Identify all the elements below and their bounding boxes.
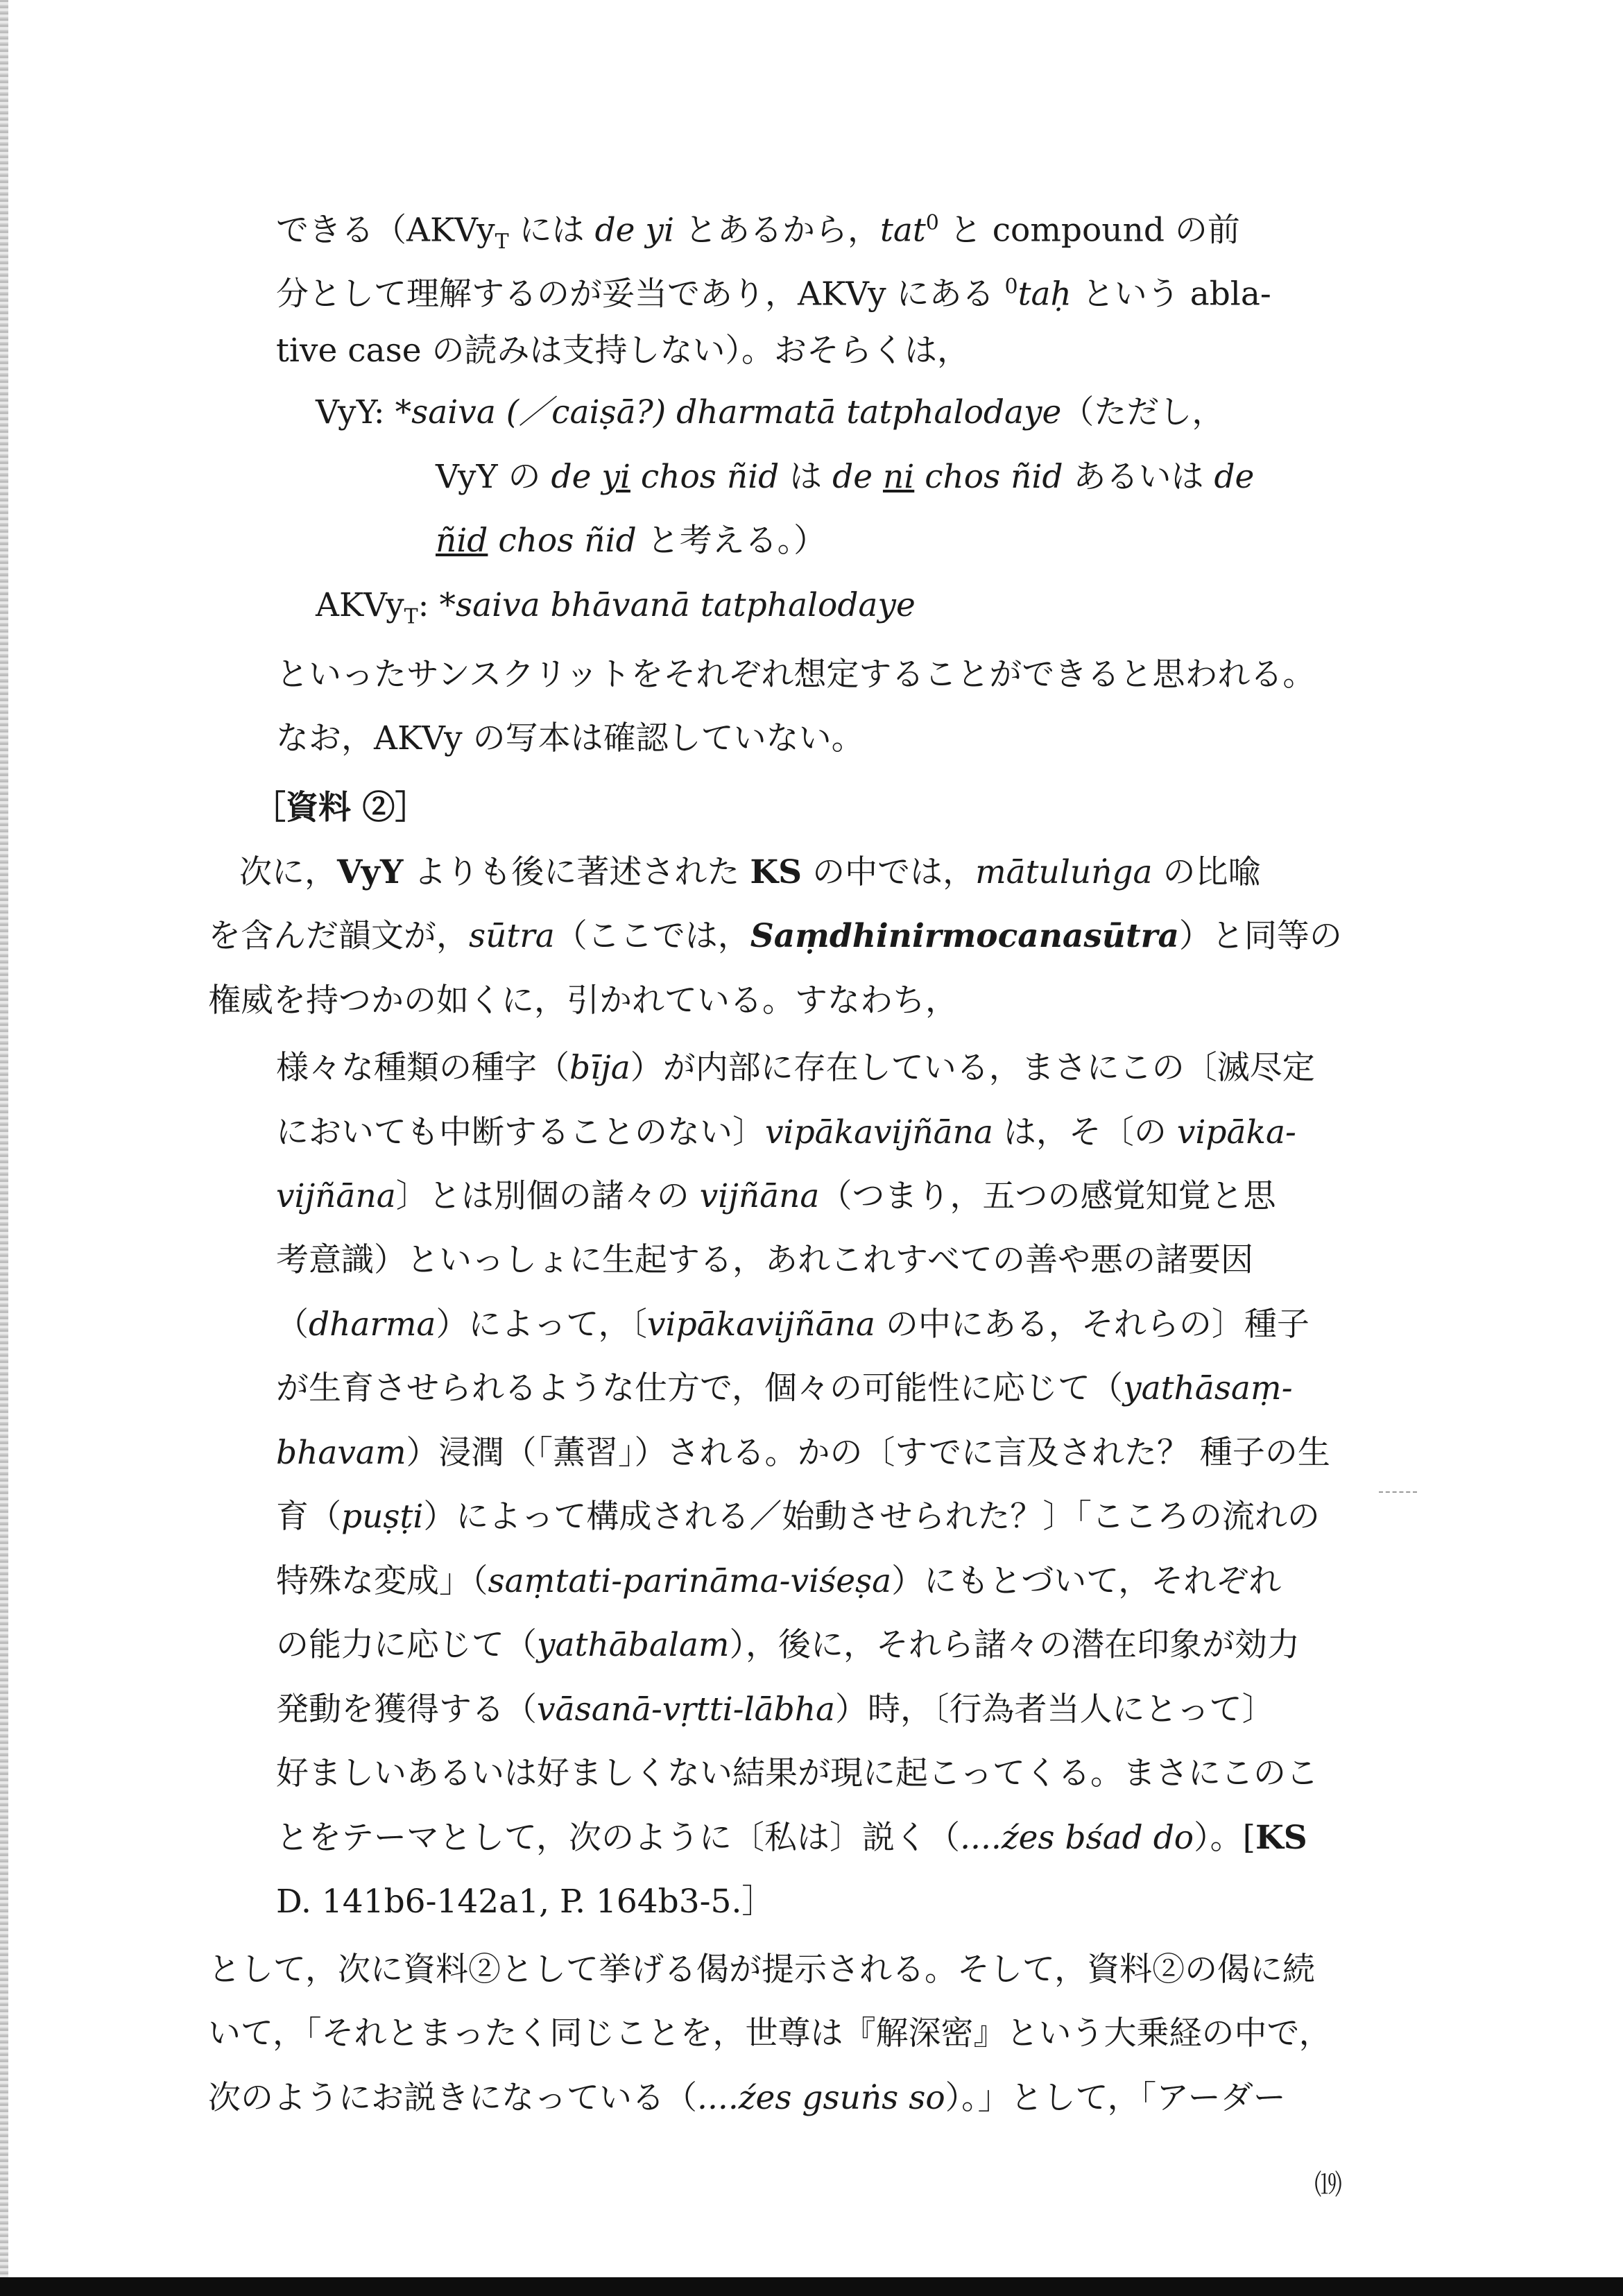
quote-line [276, 1304, 1393, 1346]
text-line [208, 2013, 1393, 2055]
text-segment: : [418, 586, 440, 624]
text-segment: chos ñid [488, 522, 637, 560]
text-segment: あるいは [1063, 458, 1214, 496]
text-segment: ....źes bśad do [960, 1819, 1194, 1857]
text-segment: de [551, 458, 602, 496]
text-segment: と compound の前 [938, 211, 1240, 250]
text-segment: よりも後に著述された [403, 853, 750, 891]
quote-line [276, 1817, 1393, 1859]
text-line [276, 203, 1393, 263]
quote-line [276, 1176, 1393, 1217]
text-segment: Saṃdhinirmocanasūtra [750, 917, 1179, 955]
text-line [436, 520, 826, 562]
text-line [208, 2077, 1393, 2119]
text-segment: （つまり，五つの感覚知覚と思 [819, 1177, 1276, 1215]
text-segment: vipāka- [1176, 1113, 1296, 1151]
text-segment: といったサンスクリットをそれぞれ想定することができると思われる。 [276, 656, 1316, 694]
text-segment: いて，「それとまったく同じことを，世尊は『解深密』という大乗経の中で， [208, 2014, 1332, 2053]
text-segment: ）浸潤（「薫習」）される。かの〔すでに言及された？ 種子の生 [406, 1434, 1330, 1472]
section-heading [253, 787, 427, 829]
text-segment: vijñāna [699, 1177, 820, 1215]
text-segment: と考える。） [636, 522, 827, 560]
text-segment: dharma [309, 1305, 436, 1344]
text-segment: においても中断することのない〕 [276, 1113, 765, 1151]
text-segment: T [495, 230, 509, 255]
quote-line [276, 1561, 1393, 1602]
text-segment: ni [882, 458, 915, 496]
text-segment: *saiva bhāvanā tatphalodaye [439, 586, 916, 624]
text-segment: 権威を持つかの如くに，引かれている。すなわち， [208, 982, 958, 1020]
text-line [208, 1949, 1393, 1991]
text-segment: D. 141b6-142a1, P. 164b3-5.］ [276, 1883, 775, 1921]
text-segment: 0 [925, 211, 939, 235]
page-number: ⒆ [1314, 2169, 1342, 2201]
text-line [276, 718, 864, 760]
quote-line [276, 1689, 1393, 1731]
text-line [436, 456, 1393, 498]
text-segment: 発動を獲得する（ [276, 1690, 537, 1729]
text-segment: de yi [594, 211, 674, 250]
text-segment: VyY [337, 853, 404, 891]
text-segment: bīja [569, 1049, 630, 1087]
text-segment: saṃtati-parināma-viśeṣa [488, 1562, 892, 1600]
text-segment: de [832, 458, 883, 496]
text-segment: （ここでは， [554, 917, 750, 955]
text-segment: chos ñid [630, 458, 780, 496]
text-segment: は，そ〔の [993, 1113, 1177, 1151]
text-segment: 〕とは別個の諸々の [395, 1177, 700, 1215]
text-segment: の比喩 [1152, 853, 1261, 891]
text-segment: の能力に応じて（ [276, 1626, 537, 1664]
text-segment: ）が内部に存在している，まさにこの〔滅尽定 [630, 1049, 1315, 1087]
text-segment: として，次に資料②として挙げる偈が提示される。そして，資料②の偈に続 [208, 1951, 1316, 1989]
text-segment: taḥ [1017, 275, 1072, 314]
quote-line [276, 1432, 1393, 1474]
quote-line [276, 1753, 1393, 1794]
quote-line [276, 1047, 1393, 1089]
text-segment: （ただし， [1061, 393, 1225, 431]
text-segment: bhavam [276, 1434, 406, 1472]
text-segment: yathāsaṃ- [1123, 1369, 1293, 1407]
text-segment: の中にある，それらの〕種子 [875, 1305, 1309, 1344]
text-segment: tive case の読みは支持しない）。おそらくは， [276, 332, 970, 370]
quote-line [276, 1240, 1393, 1281]
citation-line [276, 1881, 774, 1923]
text-segment: 考意識）といっしょに生起する，あれこれすべての善や悪の諸要因 [276, 1241, 1254, 1279]
scan-bottom-edge [0, 2277, 1623, 2296]
text-segment: ....źes gsuṅs so [697, 2079, 945, 2117]
quote-line [276, 1368, 1393, 1410]
text-segment: （ [276, 1305, 309, 1344]
text-segment: を含んだ韻文が， [208, 917, 469, 955]
text-segment: T [404, 604, 418, 629]
text-line [208, 916, 1393, 957]
text-segment: ）によって構成される／始動させられた？〕「こころの流れの [423, 1498, 1320, 1536]
text-segment: vijñāna [276, 1177, 396, 1215]
text-line [316, 392, 1393, 434]
text-line [239, 852, 1393, 893]
text-segment: という abla- [1071, 275, 1271, 314]
text-segment: vāsanā-vṛtti-lābha [537, 1690, 836, 1729]
text-line [316, 585, 916, 637]
text-segment: 様々な種類の種字（ [276, 1049, 569, 1087]
text-segment: chos ñid [914, 458, 1063, 496]
text-segment: 特殊な変成」（ [276, 1562, 488, 1600]
text-segment: ）と同等の [1178, 917, 1342, 955]
text-segment: yi [601, 458, 630, 496]
text-segment: vipākavijñāna [647, 1305, 875, 1344]
text-segment: de [1214, 458, 1255, 496]
text-segment: KS [1255, 1819, 1307, 1857]
text-line [276, 266, 1393, 316]
quote-line [276, 1112, 1393, 1154]
text-segment: とあるから， [674, 211, 880, 250]
text-segment: *saiva (／caiṣā?) dharmatā tatphalodaye [395, 393, 1062, 431]
text-segment: は [779, 458, 833, 496]
text-segment: ），後に，それら諸々の潜在印象が効力 [729, 1626, 1300, 1664]
text-segment: puṣṭi [341, 1498, 424, 1536]
text-segment: ）にもとづいて，それぞれ [891, 1562, 1282, 1600]
text-segment: ）。[ [1194, 1819, 1255, 1857]
text-segment: 好ましいあるいは好ましくない結果が現に起こってくる。まさにこのこ [276, 1754, 1319, 1792]
text-segment: KS [750, 853, 802, 891]
text-segment: VyY の [436, 458, 551, 496]
text-segment: sūtra [469, 917, 555, 955]
text-segment: vipākavijñāna [765, 1113, 993, 1151]
text-segment: なお，AKVy の写本は確認していない。 [276, 719, 864, 757]
text-segment: VyY: [316, 393, 395, 431]
text-segment: には [508, 211, 595, 250]
text-segment: が生育させられるような仕方で，個々の可能性に応じて（ [276, 1369, 1124, 1407]
text-line [208, 980, 958, 1022]
text-segment: ）。」として，「アーダー [945, 2079, 1286, 2117]
text-segment: ［資料 ②］ [253, 789, 428, 827]
text-segment: とをテーマとして，次のように〔私は〕説く（ [276, 1819, 961, 1857]
text-line [276, 330, 970, 372]
text-segment: mātuluṅga [975, 853, 1153, 891]
text-segment: ）時，〔行為者当人にとって〕 [835, 1690, 1275, 1729]
text-segment: 分として理解するのが妥当であり，AKVy にある [276, 275, 1005, 314]
text-segment: 次のようにお説きになっている（ [208, 2079, 697, 2117]
text-segment: ）によって，〔 [436, 1305, 647, 1344]
scan-left-edge [0, 0, 8, 2296]
text-segment: yathābalam [537, 1626, 730, 1664]
text-segment: AKVy [316, 586, 404, 624]
text-segment: できる（AKVy [276, 211, 495, 250]
text-segment: 次に， [239, 853, 337, 891]
text-segment: 0 [1004, 275, 1018, 299]
margin-dash [1379, 1491, 1417, 1493]
text-segment: 育（ [276, 1498, 341, 1536]
text-segment: の中では， [802, 853, 976, 891]
text-segment: ñid [436, 522, 488, 560]
quote-line [276, 1625, 1393, 1666]
text-line [276, 654, 1393, 696]
text-segment: tat [879, 211, 926, 250]
quote-line [276, 1496, 1393, 1538]
